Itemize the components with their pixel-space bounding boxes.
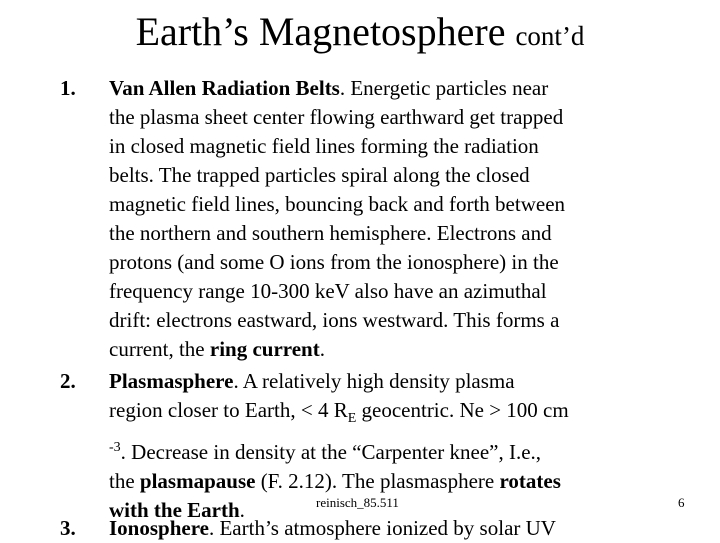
item-1-line-4: belts. The trapped particles spiral along the closed bbox=[109, 163, 530, 187]
title-suffix: cont’d bbox=[515, 21, 585, 51]
item-1-text bbox=[109, 74, 649, 364]
item-1-line-3: in closed magnetic field lines forming the radiation bbox=[109, 134, 539, 158]
item-2-line-2: region closer to Earth, < 4 $R_E$ geocentric. Ne > 100 cm bbox=[109, 398, 569, 427]
item-3-line-1: Ionosphere. Earth’s atmosphere ionized by solar UV bbox=[109, 516, 556, 540]
item-1-line-10: current, the ring current. bbox=[109, 337, 325, 361]
term-rotates: rotates bbox=[499, 469, 561, 494]
item-3-text bbox=[109, 514, 649, 543]
term-ionosphere: Ionosphere bbox=[109, 516, 209, 540]
title-main: Earth’s Magnetosphere bbox=[135, 9, 506, 54]
slide-title bbox=[0, 8, 720, 60]
term-ring-current: ring current bbox=[209, 337, 320, 361]
subscript-e: E bbox=[347, 411, 357, 427]
item-2-line-4: the plasmapause (F. 2.12). The plasmasphere rotates bbox=[109, 469, 561, 494]
superscript-exponent: -3 bbox=[109, 440, 121, 456]
item-1-line-8: frequency range 10-300 keV also have an azimuthal bbox=[109, 279, 547, 303]
item-1-number: 1. bbox=[60, 76, 76, 100]
item-3-number: 3. bbox=[60, 516, 76, 540]
item-2-line-3: $^{-3}$. Decrease in density at the “Carpenter knee”, I.e., bbox=[109, 440, 542, 465]
item-1-line-2: the plasma sheet center flowing earthward get trapped bbox=[109, 105, 564, 129]
item-1-line-1: Van Allen Radiation Belts. Energetic particles near bbox=[109, 76, 549, 100]
item-2-number: 2. bbox=[60, 369, 76, 393]
item-2-line-5: with the Earth. bbox=[109, 498, 245, 523]
term-plasmasphere: Plasmasphere bbox=[109, 369, 234, 393]
page-number: 6 bbox=[678, 495, 685, 510]
item-2-line-1: Plasmasphere. A relatively high density plasma bbox=[109, 369, 515, 393]
term-with-the-earth: with the Earth bbox=[109, 498, 240, 523]
item-1-line-6: the northern and southern hemisphere. Electrons and bbox=[109, 221, 552, 245]
item-1-line-9: drift: electrons eastward, ions westward. This forms a bbox=[109, 308, 560, 332]
term-plasmapause: plasmapause bbox=[139, 469, 256, 494]
term-van-allen: Van Allen Radiation Belts bbox=[109, 76, 340, 100]
item-1-line-7: protons (and some O ions from the ionosphere) in the bbox=[109, 250, 559, 274]
slide-footer: reinisch_85.511 bbox=[316, 495, 399, 510]
item-1-line-5: magnetic field lines, bouncing back and forth between bbox=[109, 192, 566, 216]
